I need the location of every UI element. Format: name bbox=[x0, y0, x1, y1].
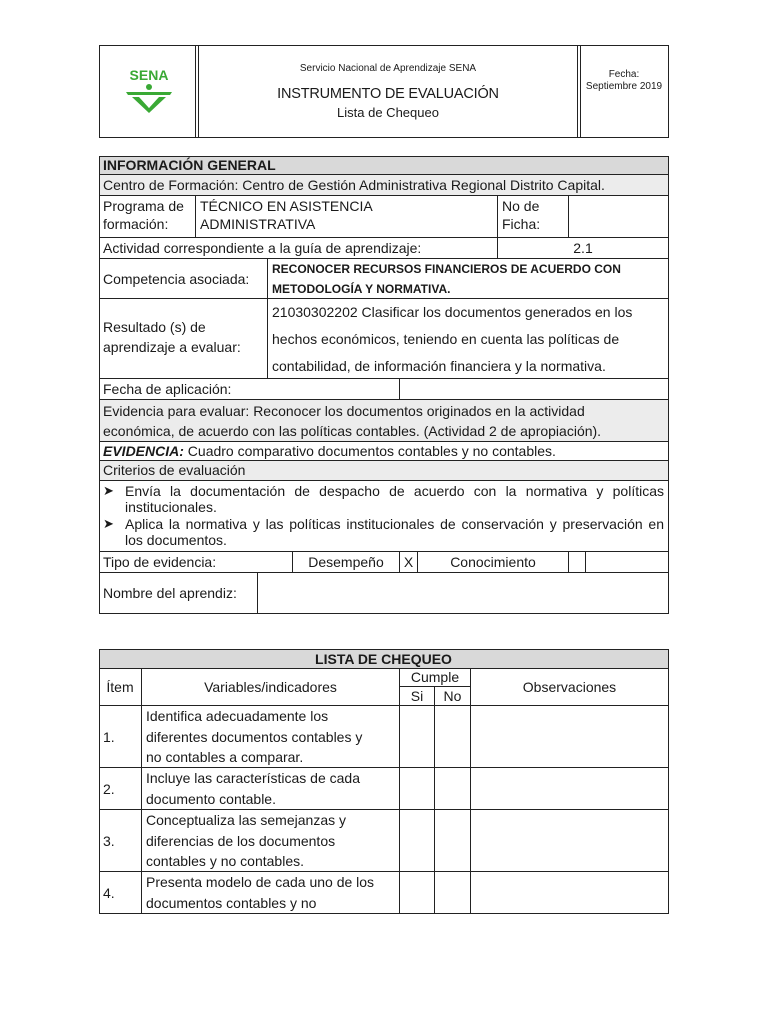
evidencia-value: Cuadro comparativo documentos contables y no contables. bbox=[183, 443, 556, 459]
row-si-cell bbox=[400, 706, 435, 768]
header-title-block bbox=[199, 46, 577, 137]
date-label: Fecha: bbox=[608, 69, 640, 80]
document-subtitle: Lista de Chequeo bbox=[337, 105, 439, 120]
row-si-cell bbox=[400, 872, 435, 914]
row-indicator: Conceptualiza las semejanzas y diferencias de los documentos contables y no contables. bbox=[142, 810, 400, 872]
desempeno-label: Desempeño bbox=[293, 552, 400, 573]
col-observaciones-header: Observaciones bbox=[471, 669, 669, 706]
logo-cell bbox=[100, 46, 196, 137]
criterio-item: ➤ Aplica la normativa y las políticas institucionales de conservación y preservación en los documentos. bbox=[103, 516, 664, 548]
row-observaciones-cell bbox=[471, 810, 669, 872]
arrow-bullet-icon: ➤ bbox=[103, 516, 114, 531]
criterio-item: ➤ Envía la documentación de despacho de acuerdo con la normativa y políticas institucionales. bbox=[103, 483, 664, 515]
programa-label: Programa de formación: bbox=[99, 196, 196, 238]
centro-formacion: Centro de Formación: Centro de Gestión Administrativa Regional Distrito Capital. bbox=[99, 175, 669, 196]
evidencia-row bbox=[99, 442, 669, 461]
row-indicator: Presenta modelo de cada uno de los documentos contables y no bbox=[142, 872, 400, 914]
row-no-cell bbox=[435, 810, 471, 872]
nombre-aprendiz-value bbox=[258, 573, 669, 614]
row-item-number: 2. bbox=[99, 768, 142, 810]
row-item-number: 4. bbox=[99, 872, 142, 914]
row-no-cell bbox=[435, 706, 471, 768]
sena-logo-icon bbox=[122, 66, 176, 114]
desempeno-mark: X bbox=[400, 552, 418, 573]
col-item-header: Ítem bbox=[99, 669, 142, 706]
row-si-cell bbox=[400, 768, 435, 810]
row-no-cell bbox=[435, 768, 471, 810]
col-si-header: Si bbox=[400, 687, 435, 706]
conocimiento-label: Conocimiento bbox=[418, 552, 569, 573]
row-item-number: 3. bbox=[99, 810, 142, 872]
row-observaciones-cell bbox=[471, 706, 669, 768]
checklist-title: LISTA DE CHEQUEO bbox=[99, 649, 669, 669]
section-title-general: INFORMACIÓN GENERAL bbox=[99, 156, 669, 175]
evidencia-para-evaluar: Evidencia para evaluar: Reconocer los documentos originados en la actividad económica, de acuerdo con las políticas contables. (Actividad 2 de apropiación). bbox=[99, 400, 669, 442]
tipo-evidencia-label: Tipo de evidencia: bbox=[99, 552, 293, 573]
competencia-label: Competencia asociada: bbox=[99, 259, 268, 299]
criterios-list bbox=[99, 481, 669, 552]
general-info-table bbox=[99, 156, 669, 614]
tipo-evidencia-spacer bbox=[586, 552, 669, 573]
competencia-value: RECONOCER RECURSOS FINANCIEROS DE ACUERDO CON METODOLOGÍA Y NORMATIVA. bbox=[268, 259, 669, 299]
programa-value: TÉCNICO EN ASISTENCIA ADMINISTRATIVA bbox=[196, 196, 498, 238]
evidencia-label: EVIDENCIA: bbox=[103, 443, 184, 459]
nombre-aprendiz-label: Nombre del aprendiz: bbox=[99, 573, 258, 614]
checklist-table bbox=[99, 649, 669, 914]
date-value: Septiembre 2019 bbox=[585, 81, 663, 92]
actividad-label: Actividad correspondiente a la guía de aprendizaje: bbox=[99, 238, 498, 259]
row-observaciones-cell bbox=[471, 768, 669, 810]
col-variables-header: Variables/indicadores bbox=[142, 669, 400, 706]
document-header bbox=[99, 45, 669, 138]
row-si-cell bbox=[400, 810, 435, 872]
row-observaciones-cell bbox=[471, 872, 669, 914]
document-title: INSTRUMENTO DE EVALUACIÓN bbox=[277, 86, 499, 102]
svg-text:SENA: SENA bbox=[129, 67, 169, 83]
ficha-value bbox=[569, 196, 669, 238]
fecha-aplicacion-label: Fecha de aplicación: bbox=[99, 379, 400, 400]
arrow-bullet-icon: ➤ bbox=[103, 483, 114, 498]
fecha-aplicacion-value bbox=[400, 379, 669, 400]
organization-name: Servicio Nacional de Aprendizaje SENA bbox=[299, 63, 477, 74]
ficha-label: No de Ficha: bbox=[498, 196, 569, 238]
actividad-value: 2.1 bbox=[498, 238, 669, 259]
resultado-value: 21030302202 Clasificar los documentos generados en los hechos económicos, teniendo en cuenta las políticas de contabilidad, de información financiera y la normativa. bbox=[268, 299, 669, 379]
criterios-label: Criterios de evaluación bbox=[99, 461, 669, 481]
row-indicator: Incluye las características de cada documento contable. bbox=[142, 768, 400, 810]
header-date-block bbox=[580, 46, 668, 137]
row-no-cell bbox=[435, 872, 471, 914]
col-no-header: No bbox=[435, 687, 471, 706]
row-indicator: Identifica adecuadamente los diferentes documentos contables y no contables a comparar. bbox=[142, 706, 400, 768]
row-item-number: 1. bbox=[99, 706, 142, 768]
resultado-label: Resultado (s) de aprendizaje a evaluar: bbox=[99, 299, 268, 379]
conocimiento-mark bbox=[569, 552, 586, 573]
col-cumple-header: Cumple bbox=[400, 669, 471, 687]
